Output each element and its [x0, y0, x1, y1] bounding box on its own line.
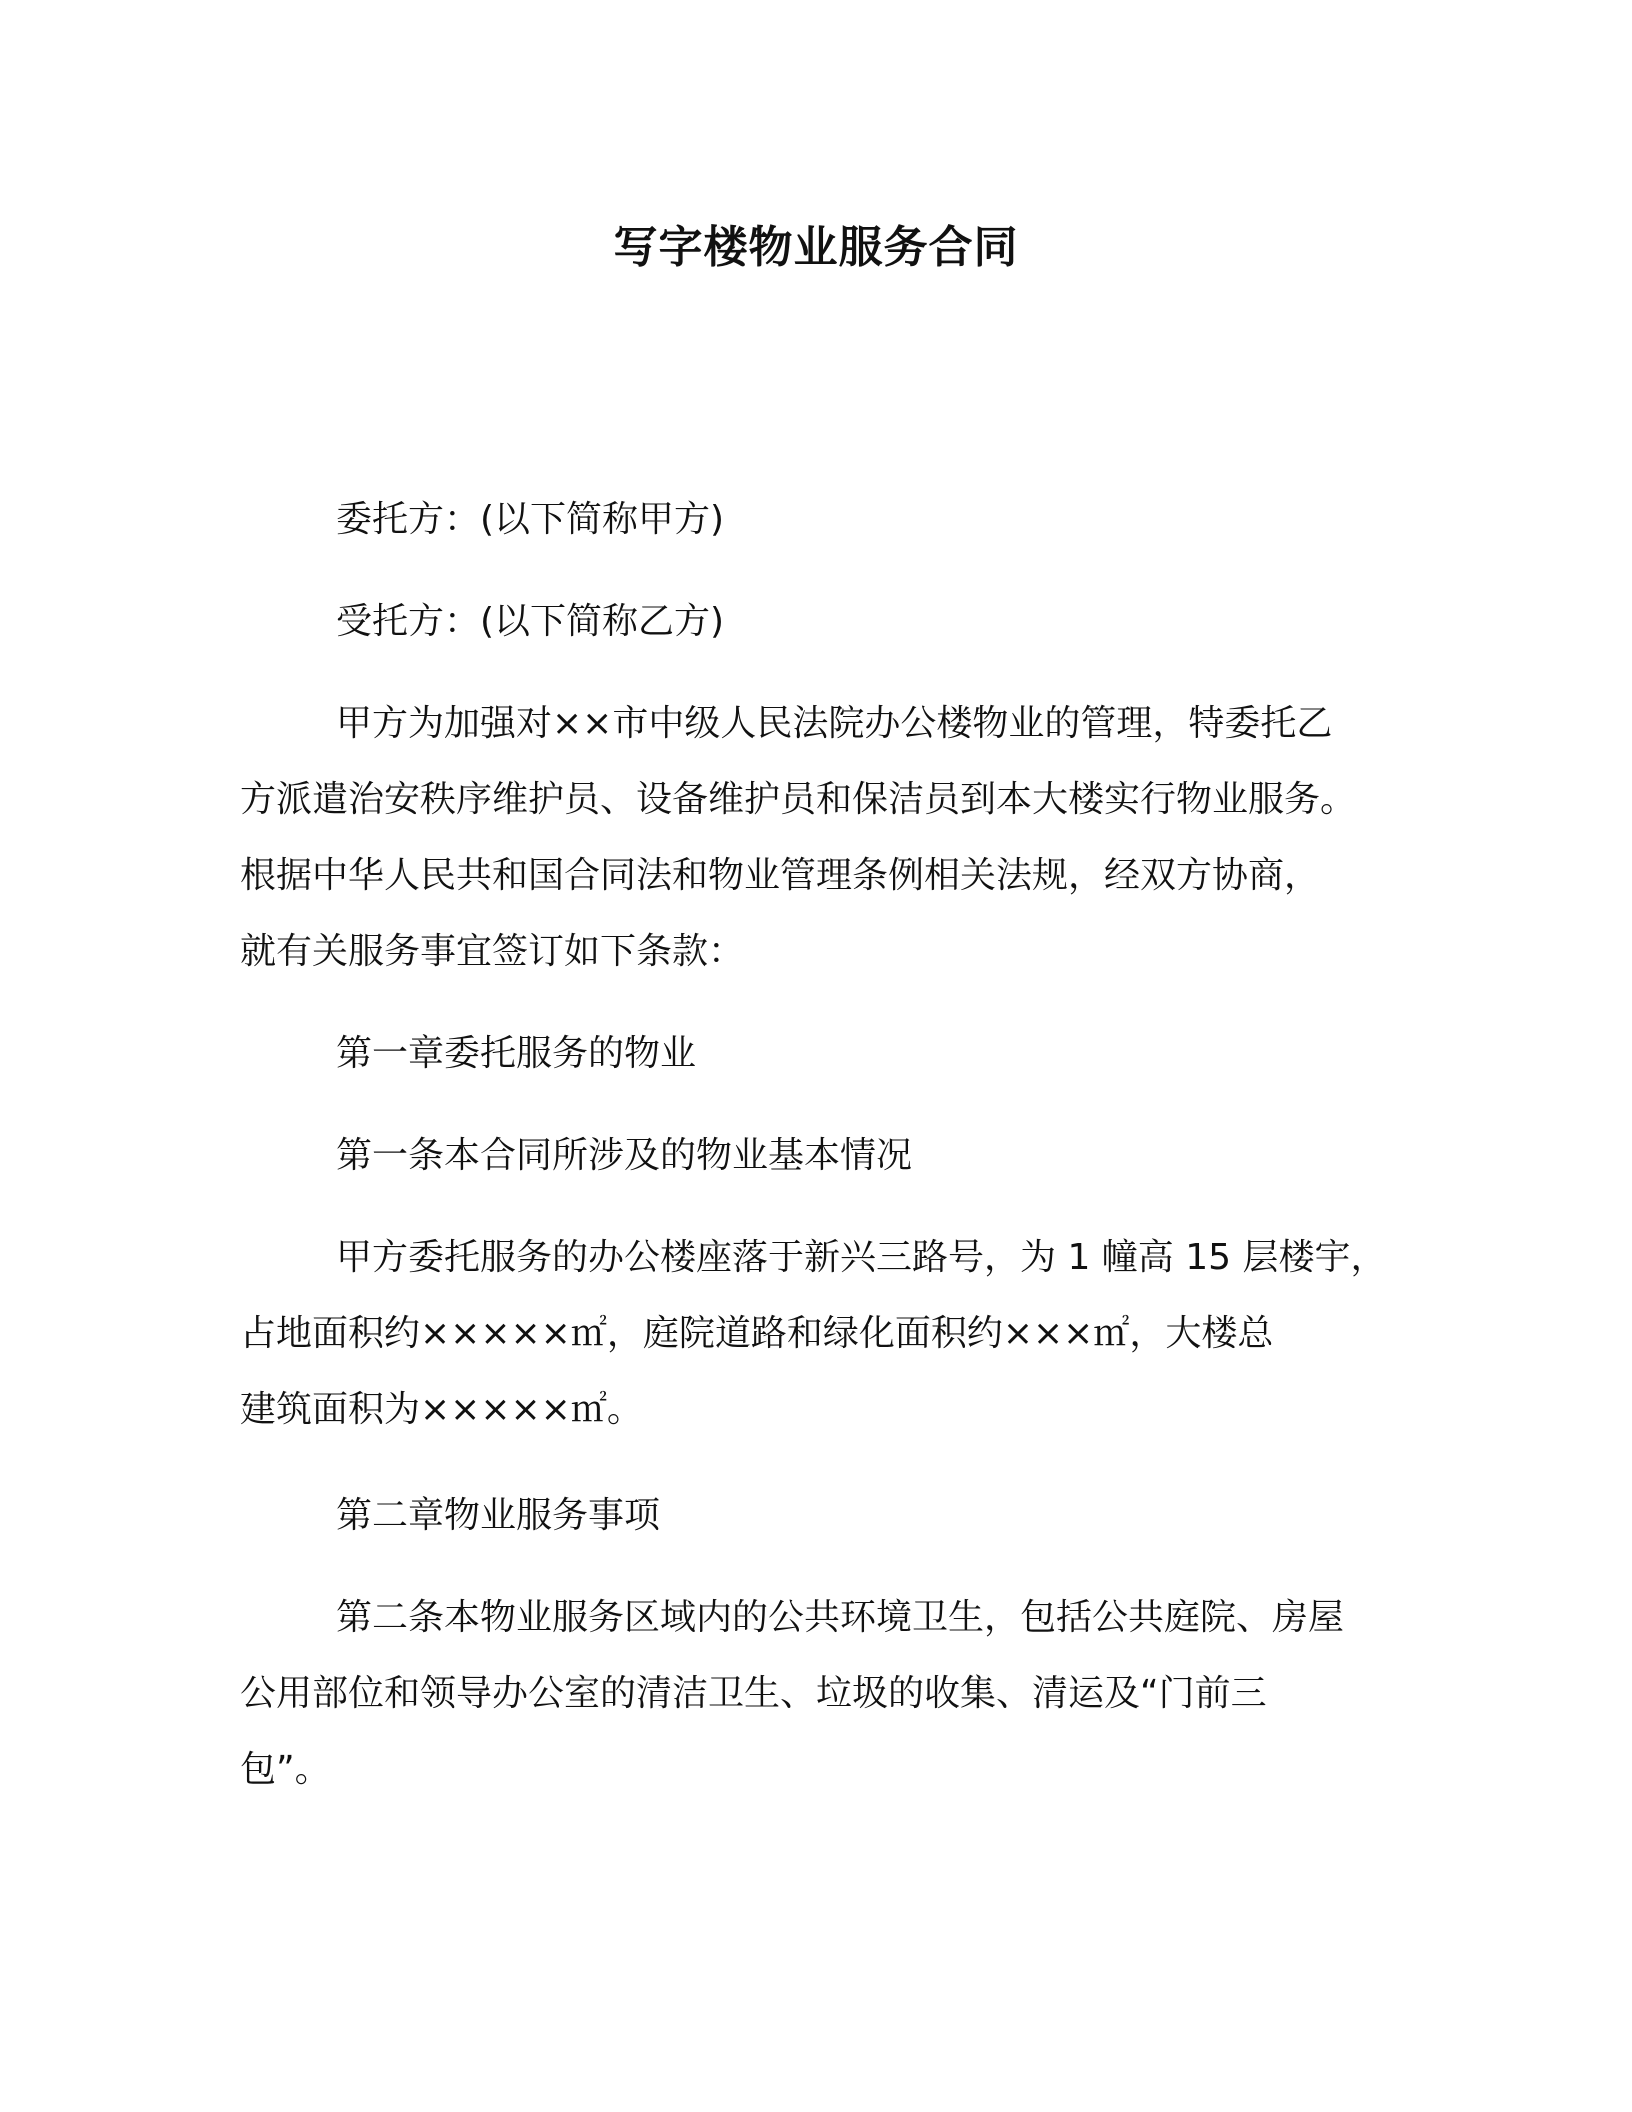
paragraph-line: 占地面积约×××××㎡，庭院道路和绿化面积约×××㎡，大楼总: [240, 1313, 1274, 1354]
paragraph-line: 第一章委托服务的物业: [336, 1033, 697, 1074]
paragraph-line: 甲方委托服务的办公楼座落于新兴三路号，为 1 幢高 15 层楼宇，: [336, 1237, 1387, 1278]
article-paragraph-2: [240, 1580, 1400, 1808]
paragraph-line: 受托方：(以下简称乙方): [336, 601, 725, 642]
paragraph-line: 第二章物业服务事项: [336, 1495, 661, 1536]
paragraph-property-info: [240, 1220, 1400, 1448]
chapter-heading-2: [240, 1478, 1400, 1554]
paragraph-line: 委托方：(以下简称甲方): [336, 499, 725, 540]
chapter-heading-1: [240, 1016, 1400, 1092]
paragraph-line: 第一条本合同所涉及的物业基本情况: [336, 1135, 913, 1176]
paragraph-line: 公用部位和领导办公室的清洁卫生、垃圾的收集、清运及“门前三: [240, 1673, 1267, 1714]
document-title: 写字楼物业服务合同: [613, 222, 1019, 273]
paragraph-line: 方派遣治安秩序维护员、设备维护员和保洁员到本大楼实行物业服务。: [240, 779, 1357, 820]
paragraph-line: 包”。: [240, 1749, 331, 1790]
paragraph-contractor: [240, 584, 1400, 660]
paragraph-client: [240, 482, 1400, 558]
paragraph-line: 根据中华人民共和国合同法和物业管理条例相关法规，经双方协商，: [240, 855, 1321, 896]
article-heading-1: [240, 1118, 1400, 1194]
paragraph-preamble: [240, 686, 1400, 990]
paragraph-line: 甲方为加强对××市中级人民法院办公楼物业的管理，特委托乙: [336, 703, 1333, 744]
paragraph-line: 建筑面积为×××××㎡。: [240, 1389, 643, 1430]
paragraph-line: 就有关服务事宜签订如下条款：: [240, 931, 745, 972]
paragraph-line: 第二条本物业服务区域内的公共环境卫生，包括公共庭院、房屋: [336, 1597, 1345, 1638]
